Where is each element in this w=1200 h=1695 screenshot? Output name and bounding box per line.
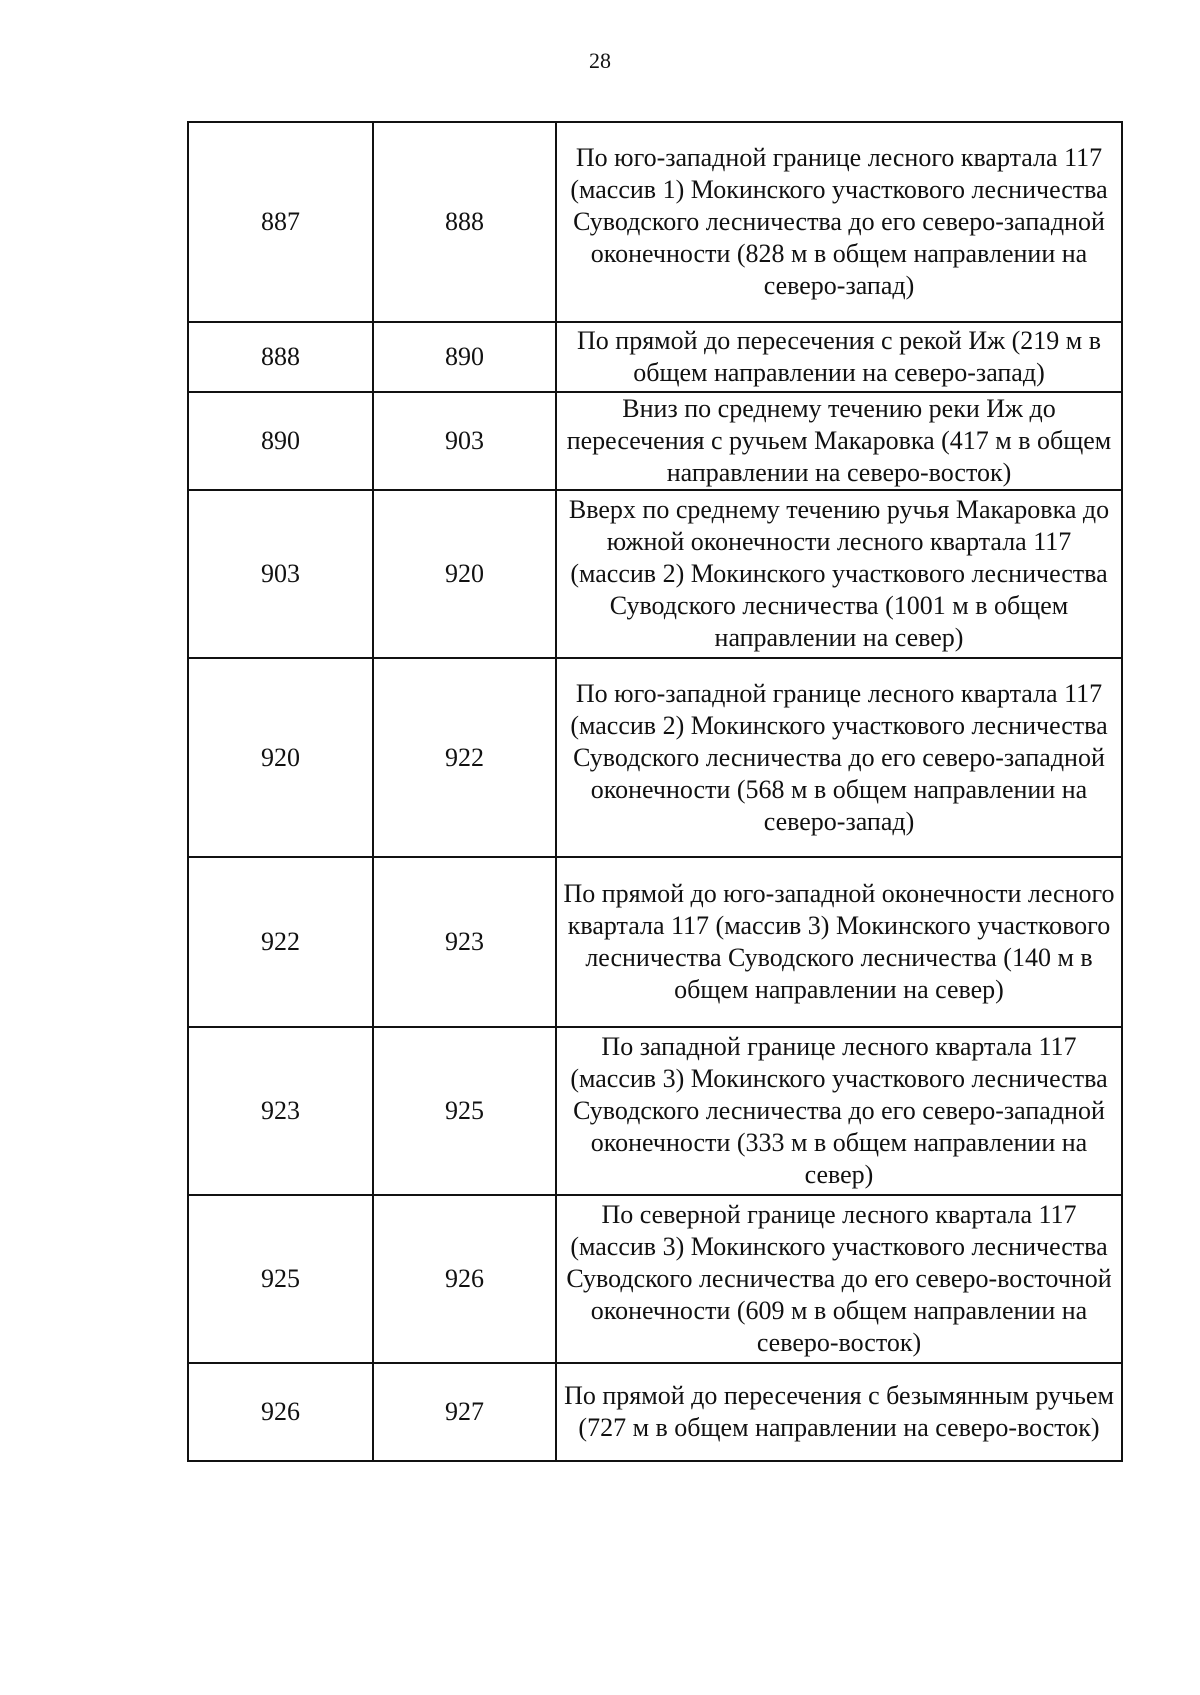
description-cell: По прямой до пересечения с безымянным ручьем (727 м в общем направлении на северо-восток) [556, 1363, 1122, 1461]
description-cell: Вниз по среднему течению реки Иж до пересечения с ручьем Макаровка (417 м в общем направлении на северо-восток) [556, 392, 1122, 490]
table-row [188, 490, 1122, 658]
to-point-cell: 903 [373, 392, 556, 490]
table-row [188, 857, 1122, 1027]
description-cell: Вверх по среднему течению ручья Макаровка до южной оконечности лесного квартала 117 (массив 2) Мокинского участкового лесничества Суводского лесничества (1001 м в общем направлении на север) [556, 490, 1122, 658]
from-point-cell: 925 [188, 1195, 373, 1363]
table-row [188, 392, 1122, 490]
from-point-cell: 903 [188, 490, 373, 658]
table-row [188, 1363, 1122, 1461]
from-point-cell: 890 [188, 392, 373, 490]
from-point-cell: 922 [188, 857, 373, 1027]
to-point-cell: 927 [373, 1363, 556, 1461]
table-row [188, 1027, 1122, 1195]
table-row [188, 658, 1122, 857]
from-point-cell: 926 [188, 1363, 373, 1461]
from-point-cell: 923 [188, 1027, 373, 1195]
table-row [188, 1195, 1122, 1363]
description-cell: По северной границе лесного квартала 117 (массив 3) Мокинского участкового лесничества Суводского лесничества до его северо-восточной оконечности (609 м в общем направлении на северо-восток) [556, 1195, 1122, 1363]
to-point-cell: 922 [373, 658, 556, 857]
from-point-cell: 920 [188, 658, 373, 857]
to-point-cell: 926 [373, 1195, 556, 1363]
boundary-table [187, 121, 1123, 1462]
description-cell: По прямой до пересечения с рекой Иж (219 м в общем направлении на северо-запад) [556, 322, 1122, 392]
page-number: 28 [589, 48, 611, 73]
to-point-cell: 888 [373, 122, 556, 322]
to-point-cell: 925 [373, 1027, 556, 1195]
to-point-cell: 920 [373, 490, 556, 658]
table-row [188, 122, 1122, 322]
description-cell: По прямой до юго-западной оконечности лесного квартала 117 (массив 3) Мокинского участкового лесничества Суводского лесничества (140 м в общем направлении на север) [556, 857, 1122, 1027]
description-cell: По западной границе лесного квартала 117 (массив 3) Мокинского участкового лесничества Суводского лесничества до его северо-западной оконечности (333 м в общем направлении на север) [556, 1027, 1122, 1195]
to-point-cell: 890 [373, 322, 556, 392]
from-point-cell: 887 [188, 122, 373, 322]
from-point-cell: 888 [188, 322, 373, 392]
description-cell: По юго-западной границе лесного квартала 117 (массив 1) Мокинского участкового лесничества Суводского лесничества до его северо-западной оконечности (828 м в общем направлении на северо-запад) [556, 122, 1122, 322]
to-point-cell: 923 [373, 857, 556, 1027]
description-cell: По юго-западной границе лесного квартала 117 (массив 2) Мокинского участкового лесничества Суводского лесничества до его северо-западной оконечности (568 м в общем направлении на северо-запад) [556, 658, 1122, 857]
table-row [188, 322, 1122, 392]
